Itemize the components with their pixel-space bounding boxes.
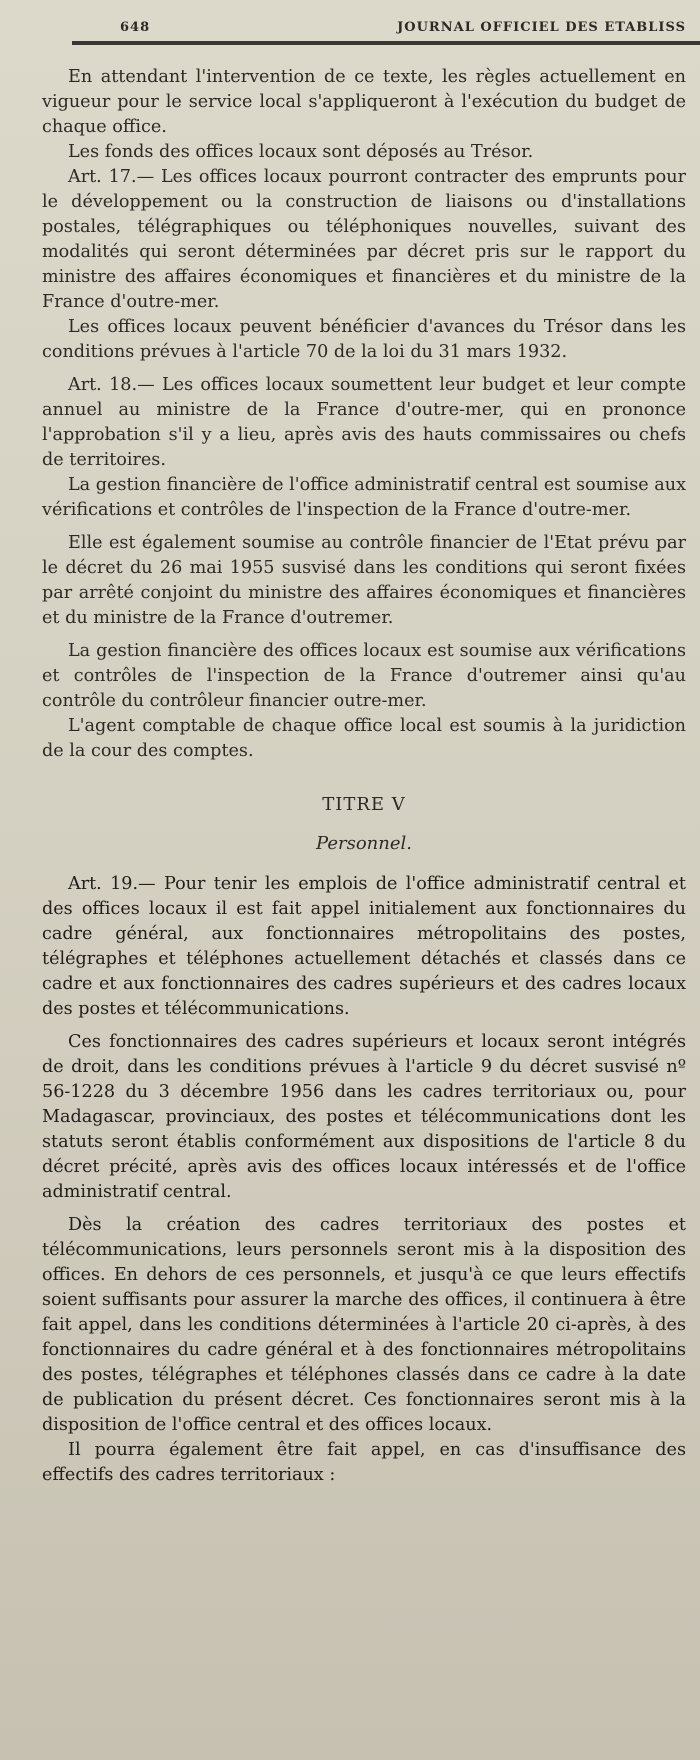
page-number: 648 <box>120 20 151 35</box>
article-17: Art. 17.— Les offices locaux pourront contracter des emprunts pour le développement ou la construction de liaisons ou d'installations postales, télégraphiques ou téléphoniques nouvelles, suivant des modalités qui seront déterminées par décret pris sur le rapport du ministre des affaires économiques et financières et du ministre de la France d'outre-mer. <box>42 167 686 312</box>
paragraph: L'agent comptable de chaque office local est soumis à la juridiction de la cour des comptes. <box>42 716 686 761</box>
header-rule <box>72 41 700 45</box>
page-header <box>42 20 686 41</box>
article-body-top <box>42 65 686 764</box>
paragraph: Il pourra également être fait appel, en cas d'insuffisance des effectifs des cadres territoriaux : <box>42 1440 686 1485</box>
paragraph: Dès la création des cadres territoriaux des postes et télécommunications, leurs personnels seront mis à la disposition des offices. En dehors de ces personnels, et jusqu'à ce que leurs effectifs soient suffisants pour assurer la marche des offices, il continuera à être fait appel, dans les conditions déterminées à l'article 20 ci-après, à des fonctionnaires du cadre général et à des fonctionnaires métropolitains des postes, télégraphes et téléphones classés dans ce cadre à la date de publication du présent décret. Ces fonctionnaires seront mis à la disposition de l'office central et des offices locaux. <box>42 1215 686 1435</box>
paragraph: Ces fonctionnaires des cadres supérieurs et locaux seront intégrés de droit, dans les conditions prévues à l'article 9 du décret susvisé nº 56-1228 du 3 décembre 1956 dans les cadres territoriaux ou, pour Madagascar, provinciaux, des postes et télécommunications dont les statuts seront établis conformément aux dispositions de l'article 8 du décret précité, après avis des offices locaux intéressés et de l'office administratif central. <box>42 1032 686 1202</box>
paragraph: La gestion financière des offices locaux est soumise aux vérifications et contrôles de l'inspection de la France d'outremer ainsi qu'au contrôle du contrôleur financier outre-mer. <box>42 641 686 711</box>
paragraph: Les offices locaux peuvent bénéficier d'avances du Trésor dans les conditions prévues à l'article 70 de la loi du 31 mars 1932. <box>42 317 686 362</box>
paragraph: La gestion financière de l'office administratif central est soumise aux vérifications et contrôles de l'inspection de la France d'outre-mer. <box>42 475 686 520</box>
article-19: Art. 19.— Pour tenir les emplois de l'office administratif central et des offices locaux il est fait appel initialement aux fonctionnaires du cadre général, aux fonctionnaires métropolitains des postes, télégraphes et téléphones actuellement détachés et classés dans ce cadre et aux fonctionnaires des cadres supérieurs et des cadres locaux des postes et télécommunications. <box>42 874 686 1019</box>
running-title: JOURNAL OFFICIEL DES ETABLISS <box>397 20 686 35</box>
section-subtitle: Personnel. <box>316 833 412 854</box>
paragraph: Elle est également soumise au contrôle financier de l'Etat prévu par le décret du 26 mai 1955 susvisé dans les conditions qui seront fixées par arrêté conjoint du ministre des affaires économiques et financières et du ministre de la France d'outremer. <box>42 533 686 628</box>
paragraph: En attendant l'intervention de ce texte, les règles actuellement en vigueur pour le service local s'appliqueront à l'exécution du budget de chaque office. <box>42 67 686 137</box>
paragraph: Les fonds des offices locaux sont déposés au Trésor. <box>68 142 534 162</box>
article-body-bottom <box>42 872 686 1488</box>
section-title: TITRE V <box>322 794 406 815</box>
article-18: Art. 18.— Les offices locaux soumettent leur budget et leur compte annuel au ministre de la France d'outre-mer, qui en prononce l'approbation s'il y a lieu, après avis des hauts commissaires ou chefs de territoires. <box>42 375 686 470</box>
